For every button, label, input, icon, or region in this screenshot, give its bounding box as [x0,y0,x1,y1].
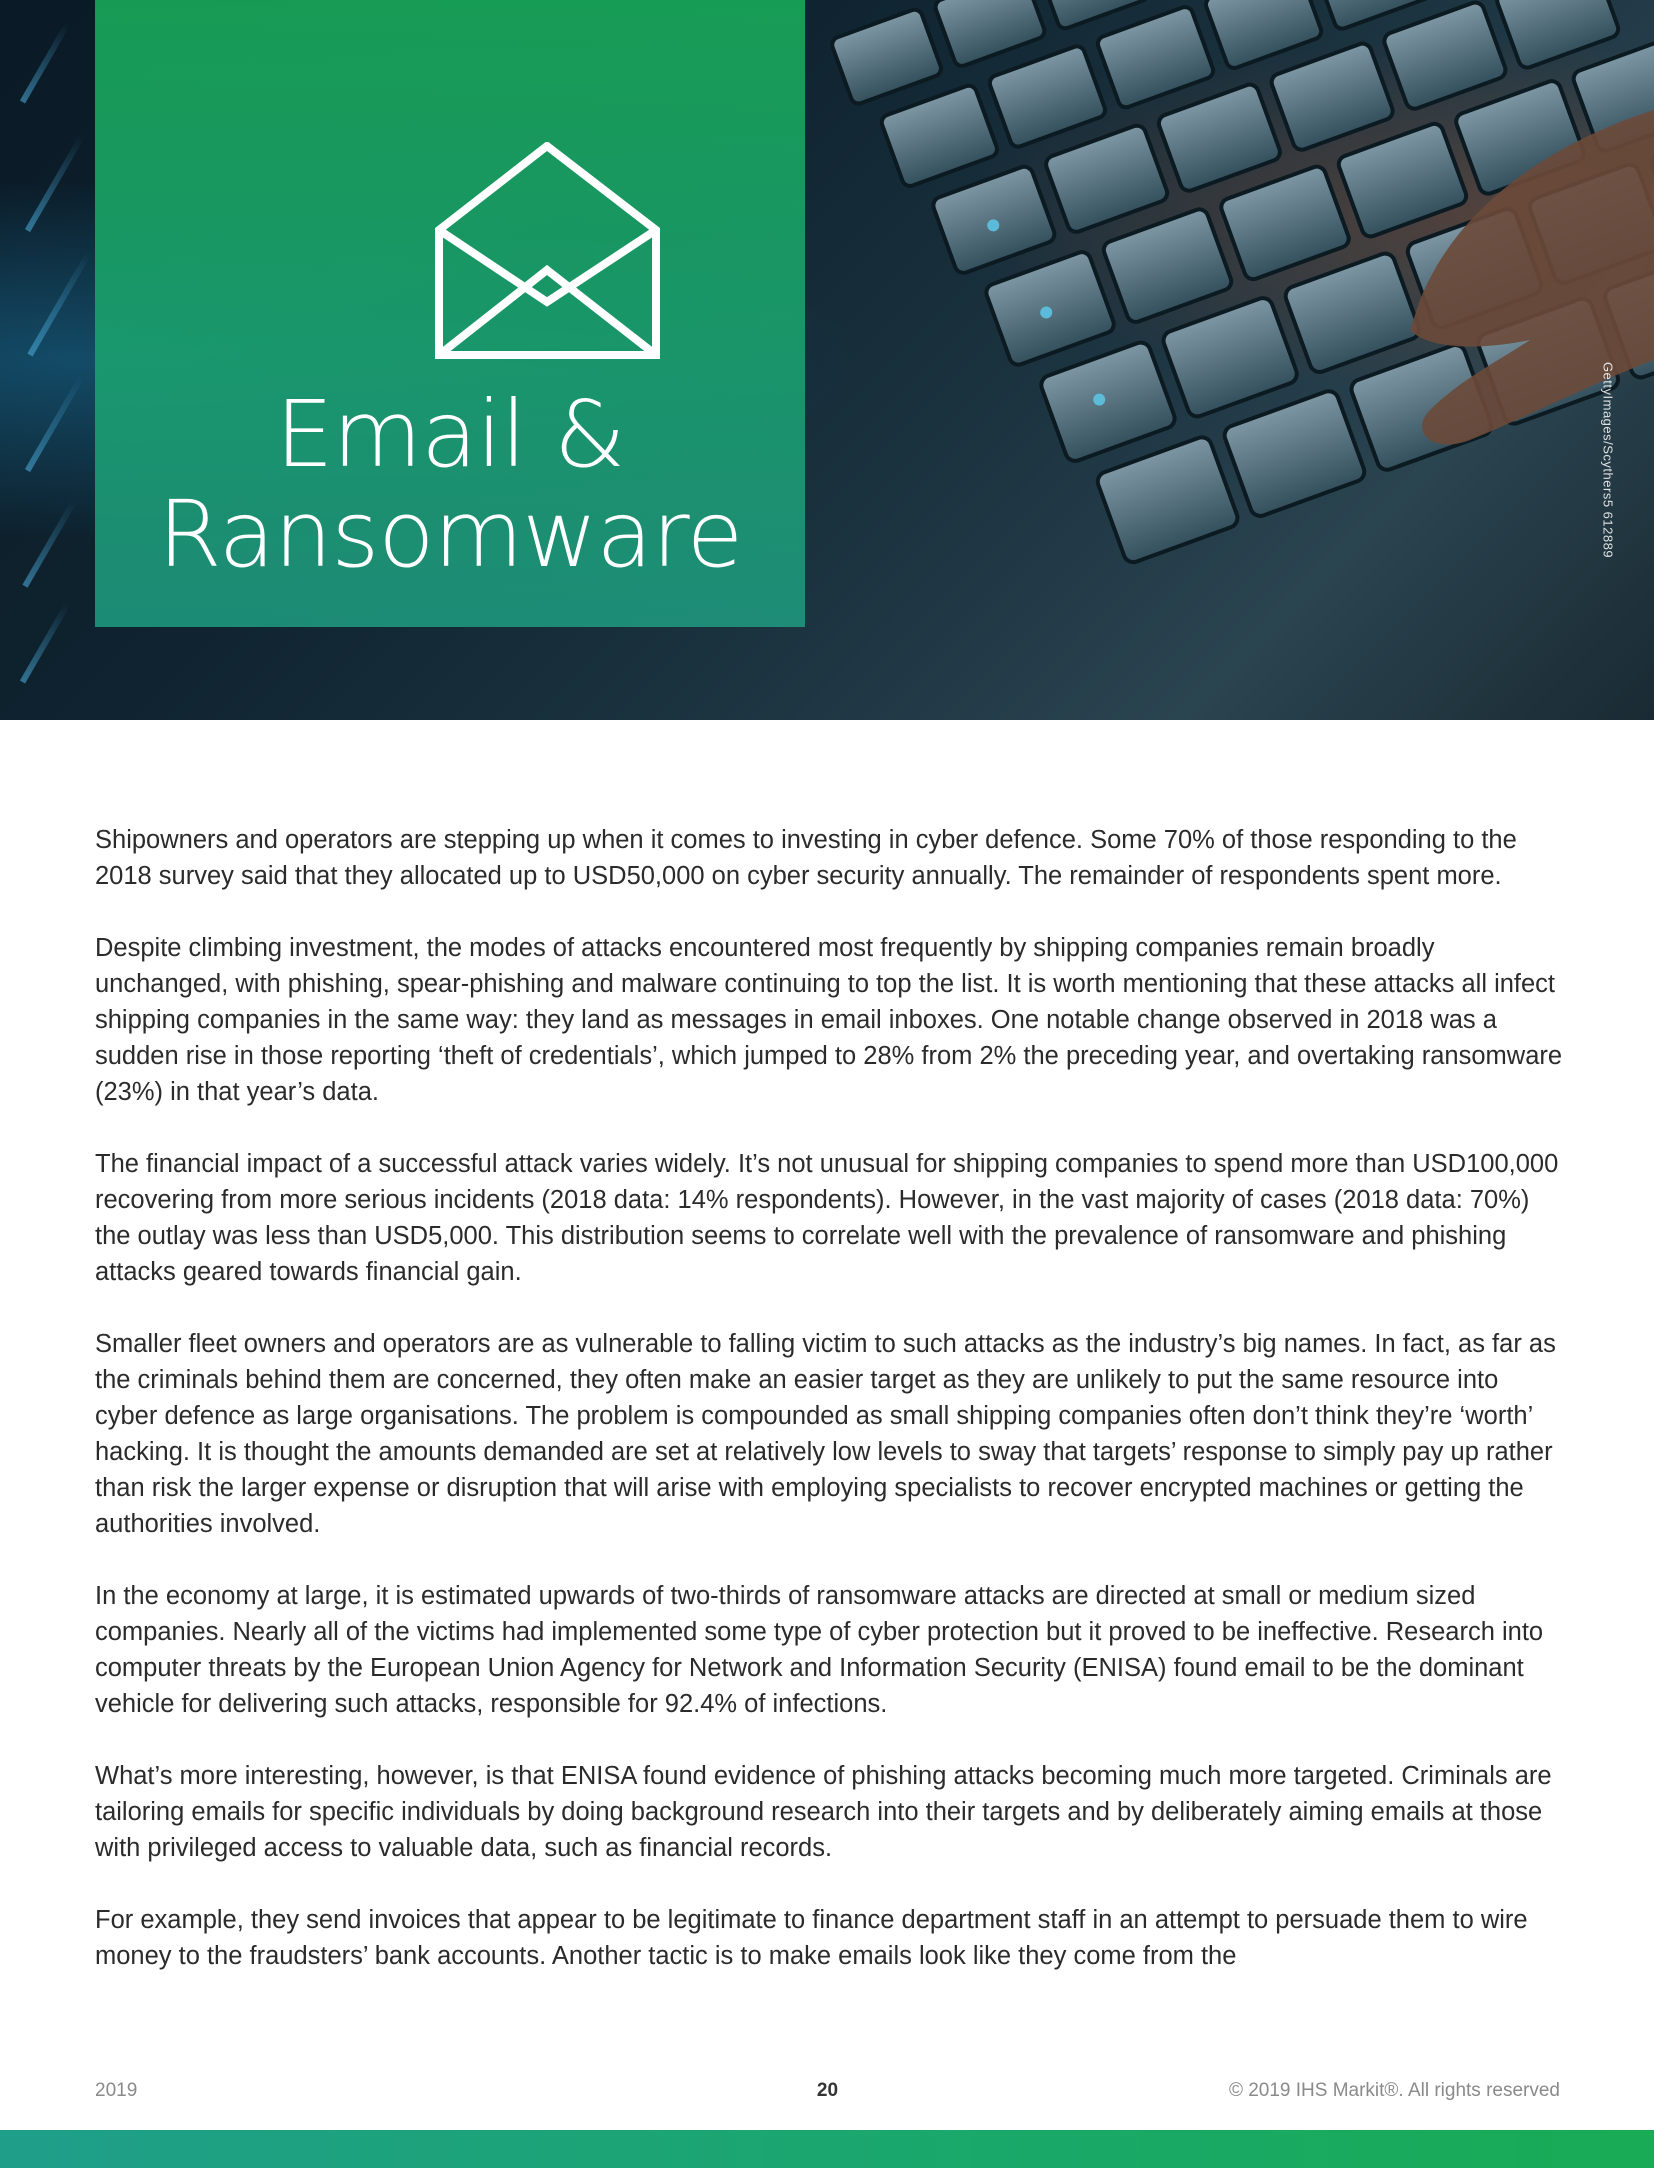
hero-image [0,0,1654,720]
bottom-color-bar [0,2130,1654,2168]
paragraph: The financial impact of a successful attack varies widely. It’s not unusual for shipping companies to spend more than USD100,000 recovering from more serious incidents (2018 data: 14% respondents). However, in the vast majority of cases (2018 data: 70%) the outlay was less than USD5,000. This distribution seems to correlate well with the prevalence of ransomware and phishing attacks geared towards financial gain. [95,1150,1559,1286]
footer-year: 2019 [95,2080,138,2101]
title-line-2: Ransomware [157,481,743,588]
title-line-1: Email & [275,381,625,488]
page-title [95,381,805,588]
copyright: © 2019 IHS Markit®. All rights reserved [1228,2080,1560,2101]
paragraph: For example, they send invoices that appear to be legitimate to finance department staff in an attempt to persuade them to wire money to the fraudsters’ bank accounts. Another tactic is to make emails look like they come from the [95,1906,1528,1970]
title-panel [95,0,805,627]
paragraph: Despite climbing investment, the modes of attacks encountered most frequently by shipping companies remain broadly unchanged, with phishing, spear-phishing and malware continuing to top the list. It is worth mentioning that these attacks all infect shipping companies in the same way: they land as messages in email inboxes. One notable change observed in 2018 was a sudden rise in those reporting ‘theft of credentials’, which jumped to 28% from 2% the preceding year, and overtaking ransomware (23%) in that year’s data. [95,934,1563,1106]
envelope-open-icon [435,142,660,362]
page-footer [95,2080,1560,2110]
paragraph: Smaller fleet owners and operators are as vulnerable to falling victim to such attacks as the industry’s big names. In fact, as far as the criminals behind them are concerned, they often make an easier target as they are unlikely to put the same resource into cyber defence as large organisations. The problem is compounded as small shipping companies often don’t think they’re ‘worth’ hacking. It is thought the amounts demanded are set at relatively low levels to sway that targets’ response to simply pay up rather than risk the larger expense or disruption that will arise with employing specialists to recover encrypted machines or getting the authorities involved. [95,1330,1556,1538]
article-body [95,822,1565,2010]
photo-credit: GettyImages/Scythers5 612889 [1600,361,1616,559]
paragraph: What’s more interesting, however, is that ENISA found evidence of phishing attacks becoming much more targeted. Criminals are tailoring emails for specific individuals by doing background research into their targets and by deliberately aiming emails at those with privileged access to valuable data, such as financial records. [95,1762,1552,1862]
paragraph: In the economy at large, it is estimated upwards of two-thirds of ransomware attacks are directed at small or medium sized companies. Nearly all of the victims had implemented some type of cyber protection but it proved to be ineffective. Research into computer threats by the European Union Agency for Network and Information Security (ENISA) found email to be the dominant vehicle for delivering such attacks, responsible for 92.4% of infections. [95,1582,1544,1718]
page-number: 20 [816,2080,839,2101]
paragraph: Shipowners and operators are stepping up when it comes to investing in cyber defence. Some 70% of those responding to the 2018 survey said that they allocated up to USD50,000 on cyber security annually. The remainder of respondents spent more. [95,826,1517,890]
